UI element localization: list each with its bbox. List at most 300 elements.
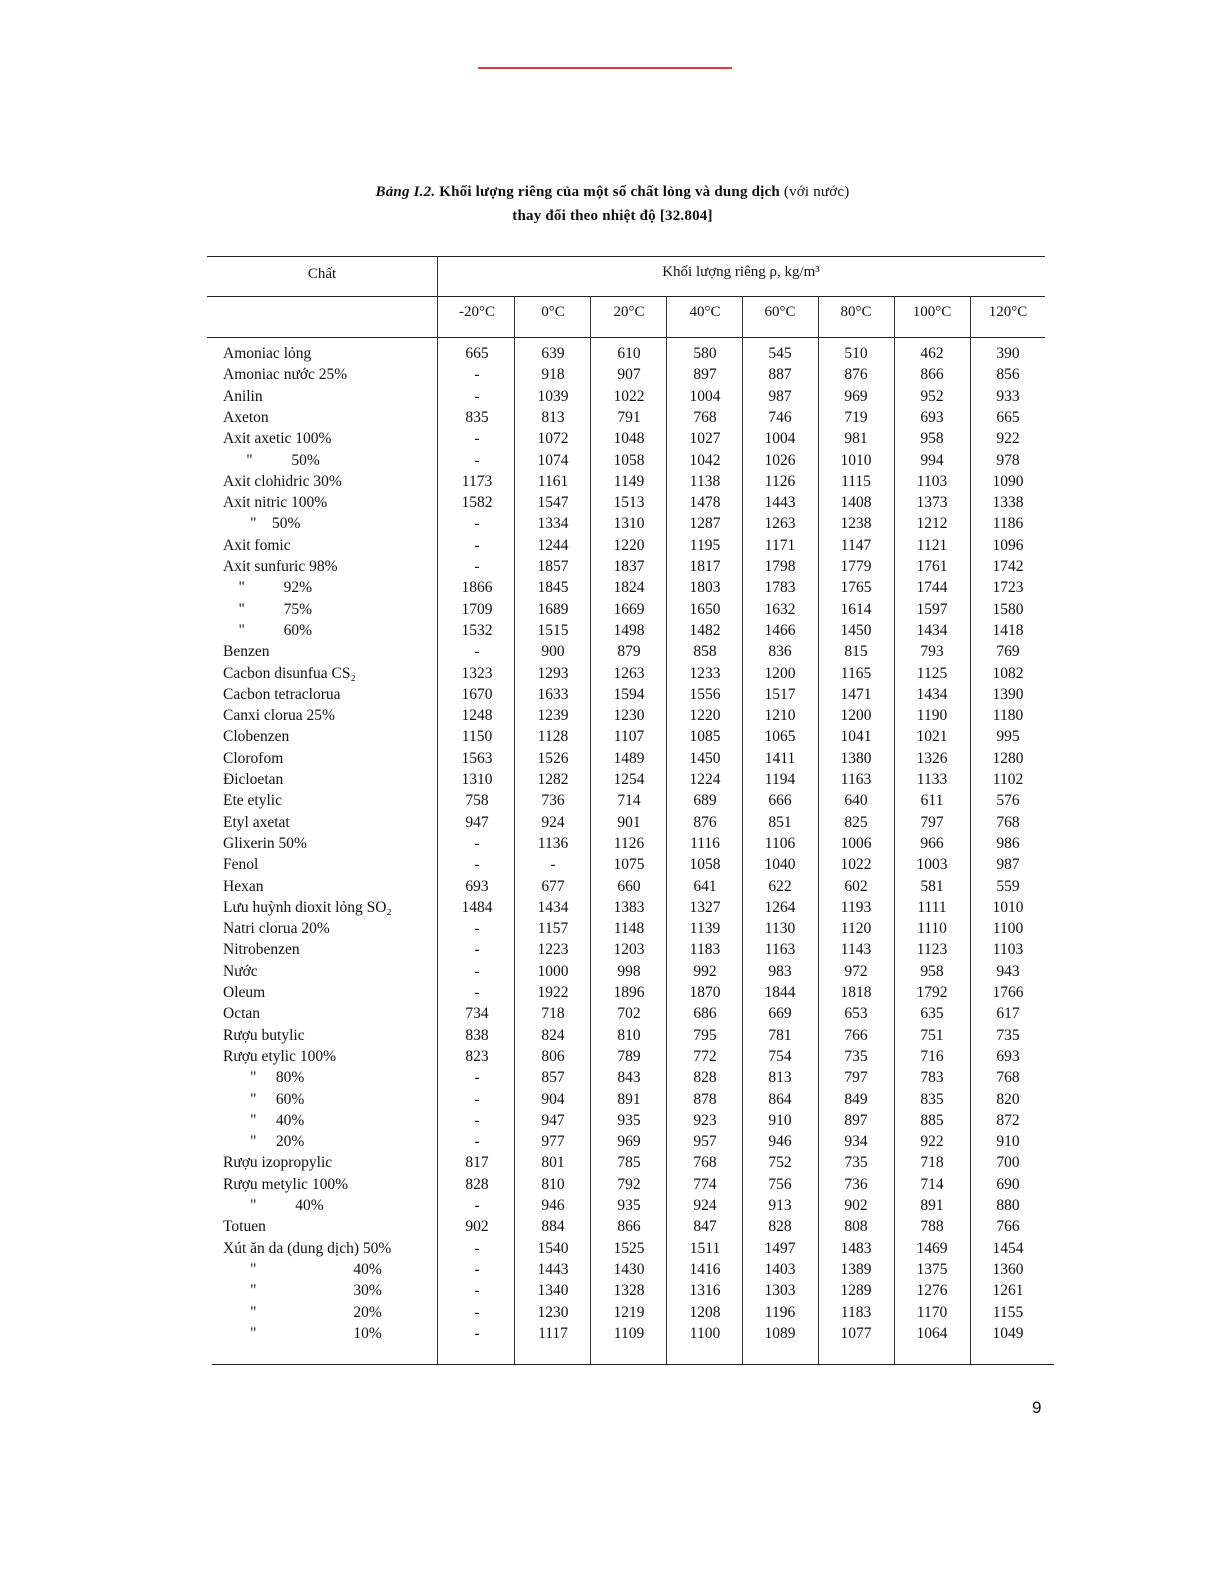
density-value: 825 (844, 813, 868, 831)
density-value: 1233 (689, 664, 721, 682)
substance-name: " 40% (223, 1260, 382, 1278)
density-value: 1173 (461, 472, 493, 490)
density-value: 1039 (537, 387, 569, 405)
substance-name: " 60% (223, 1090, 305, 1108)
table-title-line1: Khối lượng riêng của một số chất lỏng và dung dịch (439, 184, 780, 200)
density-value: 923 (693, 1111, 717, 1129)
density-value: 1632 (764, 600, 796, 618)
density-value: 1327 (689, 898, 721, 916)
density-value: 751 (920, 1026, 944, 1044)
density-value: 1193 (840, 898, 872, 916)
density-value: 1096 (992, 536, 1024, 554)
density-value: 718 (541, 1005, 565, 1023)
table-row (207, 1067, 1053, 1088)
density-value: 1121 (916, 536, 948, 554)
table-row (207, 833, 1053, 854)
density-value: 665 (996, 408, 1020, 426)
density-value: 847 (693, 1218, 717, 1236)
density-value: 1171 (764, 536, 796, 554)
density-value: 878 (693, 1090, 717, 1108)
density-value: 943 (996, 962, 1020, 980)
density-value: 735 (844, 1154, 868, 1172)
density-value: 1194 (764, 771, 796, 788)
table-title (0, 184, 1225, 201)
density-value: 1004 (764, 430, 796, 448)
density-value: 969 (844, 387, 868, 405)
density-value: 823 (465, 1047, 489, 1065)
density-value: 735 (996, 1026, 1020, 1044)
density-value: 1866 (461, 579, 493, 597)
density-value: 1120 (840, 920, 872, 938)
density-value: 1434 (916, 621, 948, 639)
density-value: 783 (920, 1069, 944, 1087)
density-value: 924 (693, 1197, 717, 1214)
density-value: 1723 (992, 579, 1024, 597)
density-value: 772 (693, 1047, 717, 1065)
density-value: 1845 (537, 579, 569, 597)
density-value: 1110 (917, 920, 947, 938)
table-row (207, 939, 1053, 960)
density-value: - (474, 1133, 480, 1151)
density-value: 1203 (613, 941, 645, 959)
density-value: 639 (541, 345, 565, 362)
density-value: - (474, 920, 480, 938)
density-value: 1261 (992, 1282, 1024, 1300)
density-value: 1238 (840, 515, 872, 533)
density-value: 904 (541, 1090, 565, 1108)
density-value: 1293 (537, 664, 569, 682)
density-value: 1466 (764, 621, 796, 639)
density-value: - (474, 1090, 480, 1108)
table-row (207, 705, 1053, 726)
density-value: 835 (920, 1090, 944, 1108)
substance-name: Oleum (223, 984, 266, 1001)
density-value: 876 (844, 366, 868, 384)
column-header: 0°C (541, 304, 565, 320)
density-value: 1126 (764, 472, 796, 490)
table-row (207, 599, 1053, 620)
density-value: 1594 (613, 685, 645, 703)
density-value: 1326 (916, 749, 948, 767)
substance-name: " 40% (223, 1111, 305, 1129)
density-value: 635 (920, 1005, 944, 1023)
density-value: 653 (844, 1005, 868, 1023)
substance-name: Ete etylic (223, 792, 282, 810)
table-row (207, 790, 1053, 811)
density-value: 856 (996, 366, 1020, 384)
substance-name: Anilin (223, 387, 263, 405)
density-value: 1334 (537, 515, 569, 533)
density-value: 1183 (689, 941, 721, 959)
density-value: 828 (465, 1175, 489, 1193)
density-value: 1049 (992, 1324, 1024, 1342)
table-row (207, 684, 1053, 705)
density-value: 793 (920, 643, 944, 661)
density-value: 1454 (992, 1239, 1024, 1257)
density-value: 1264 (764, 898, 796, 916)
density-value: 1443 (537, 1260, 569, 1278)
density-value: 858 (693, 643, 717, 661)
density-value: - (474, 1111, 480, 1129)
density-value: 390 (996, 345, 1020, 362)
density-value: 872 (996, 1111, 1020, 1129)
density-value: - (474, 430, 480, 448)
density-value: 1010 (992, 898, 1024, 916)
density-value: 1223 (537, 941, 569, 959)
density-value: 815 (844, 643, 868, 661)
density-value: 1765 (840, 579, 872, 597)
density-value: 1136 (537, 834, 569, 852)
density-value: 1597 (916, 600, 948, 618)
density-value: 924 (541, 813, 565, 831)
density-value: 1082 (992, 664, 1024, 682)
density-value: 1289 (840, 1282, 872, 1300)
density-value: 1200 (764, 664, 796, 682)
density-value: 1065 (764, 728, 796, 746)
table-row (207, 364, 1053, 385)
density-value: 1844 (764, 984, 796, 1001)
density-value: 934 (844, 1133, 868, 1151)
density-value: 1517 (764, 685, 796, 703)
substance-name: " 50% (223, 515, 301, 533)
substance-name: Đicloetan (223, 771, 284, 788)
density-value: 1102 (992, 771, 1024, 788)
density-value: - (474, 941, 480, 959)
table-row (207, 1025, 1053, 1046)
density-value: - (474, 536, 480, 554)
density-value: 1761 (916, 558, 948, 575)
density-value: 756 (768, 1175, 792, 1193)
density-value: 510 (844, 345, 868, 362)
density-value: 935 (617, 1111, 641, 1129)
density-value: 879 (617, 643, 641, 661)
density-value: 1004 (689, 387, 721, 405)
density-value: 768 (996, 1069, 1020, 1087)
substance-name: Totuen (223, 1218, 266, 1236)
density-value: 1107 (613, 728, 645, 746)
density-value: 1089 (764, 1324, 796, 1342)
density-value: 1669 (613, 600, 645, 618)
density-value: 1896 (613, 984, 645, 1001)
density-value: 922 (920, 1133, 944, 1151)
table-row (207, 1323, 1053, 1344)
density-value: - (550, 856, 556, 874)
density-value: 1287 (689, 515, 721, 533)
density-value: 910 (996, 1133, 1020, 1151)
density-value: 891 (617, 1090, 641, 1108)
density-value: 902 (844, 1197, 868, 1214)
density-value: 1532 (461, 621, 493, 639)
density-value: 1818 (840, 984, 872, 1001)
density-value: 1115 (841, 472, 871, 490)
table-row (207, 1238, 1053, 1259)
density-value: 1497 (764, 1239, 796, 1257)
density-value: 702 (617, 1005, 641, 1023)
density-value: 1614 (840, 600, 872, 618)
density-value: 1280 (992, 749, 1024, 767)
density-value: 1000 (537, 962, 569, 980)
substance-name: Rượu etylic 100% (223, 1047, 337, 1065)
density-value: 1411 (764, 749, 796, 767)
density-value: 880 (996, 1197, 1020, 1214)
density-value: 946 (768, 1133, 792, 1151)
table-row (207, 556, 1053, 577)
density-value: 689 (693, 792, 717, 810)
density-value: 1254 (613, 771, 645, 788)
substance-name: Fenol (223, 856, 259, 874)
density-value: 1239 (537, 707, 569, 725)
substance-name: Cacbon disunfua CS₂ (223, 664, 356, 682)
table-title-suffix: (với nước) (783, 184, 850, 200)
density-value: 836 (768, 643, 792, 661)
density-value: 1212 (916, 515, 948, 533)
density-value: 1042 (689, 451, 721, 469)
table-row (207, 961, 1053, 982)
density-value: 788 (920, 1218, 944, 1236)
density-value: 864 (768, 1090, 792, 1108)
density-value: 1824 (613, 579, 645, 597)
density-value: 1126 (613, 834, 645, 852)
density-value: 1482 (689, 621, 721, 639)
density-value: 810 (541, 1175, 565, 1193)
density-value: 1416 (689, 1260, 721, 1278)
table-label: Bảng I.2. (375, 184, 436, 200)
density-value: 1742 (992, 558, 1024, 575)
density-value: 913 (768, 1197, 792, 1214)
density-value: 1157 (537, 920, 569, 938)
density-value: 1190 (916, 707, 948, 725)
density-value: 1766 (992, 984, 1024, 1001)
density-value: 641 (693, 877, 717, 895)
density-value: 1263 (764, 515, 796, 533)
column-header: -20°C (459, 304, 495, 320)
density-value: 1075 (613, 856, 645, 874)
density-value: 901 (617, 813, 641, 831)
substance-name: Amoniac nước 25% (223, 366, 348, 384)
density-value: 792 (617, 1175, 641, 1193)
substance-name: Axit nitric 100% (223, 494, 328, 512)
substance-name: " 80% (223, 1069, 305, 1087)
density-value: 876 (693, 813, 717, 831)
density-value: - (474, 962, 480, 980)
density-value: 1116 (690, 834, 720, 852)
density-value: 1170 (916, 1303, 948, 1321)
density-value: 1224 (689, 771, 721, 788)
column-header: 40°C (689, 304, 721, 320)
density-value: 781 (768, 1026, 792, 1044)
table-row (207, 918, 1053, 939)
table-subtitle: thay đổi theo nhiệt độ [32.804] (512, 208, 713, 224)
density-value: 559 (996, 877, 1020, 895)
density-value: - (474, 834, 480, 852)
substance-name: Octan (223, 1005, 261, 1023)
density-value: 1149 (613, 472, 645, 490)
table-row (207, 1003, 1053, 1024)
table-row (207, 876, 1053, 897)
density-value: 1870 (689, 984, 721, 1001)
density-value: 677 (541, 877, 565, 895)
density-value: 1208 (689, 1303, 721, 1321)
density-value: 580 (693, 345, 717, 362)
table-row (207, 812, 1053, 833)
density-value: 824 (541, 1026, 565, 1044)
density-value: 918 (541, 366, 565, 384)
density-value: 987 (996, 856, 1020, 874)
substance-name: Axeton (223, 408, 269, 426)
density-value: 1128 (537, 728, 569, 746)
density-value: 1383 (613, 898, 645, 916)
density-value: 1230 (537, 1303, 569, 1321)
density-value: 1130 (764, 920, 796, 938)
density-value: 1484 (461, 898, 493, 916)
density-value: 758 (465, 792, 489, 810)
substance-name: " 50% (223, 451, 320, 469)
table-row (207, 982, 1053, 1003)
density-value: 611 (920, 792, 944, 810)
density-value: 768 (996, 813, 1020, 831)
density-value: 1434 (916, 685, 948, 703)
density-value: 1074 (537, 451, 569, 469)
density-value: 1511 (689, 1239, 721, 1257)
density-value: 736 (844, 1175, 868, 1193)
density-value: 1403 (764, 1260, 796, 1278)
density-value: 958 (920, 430, 944, 448)
density-value: 754 (768, 1047, 792, 1065)
density-value: 610 (617, 345, 641, 362)
density-value: 1310 (461, 771, 493, 788)
density-value: 1434 (537, 898, 569, 916)
density-value: 966 (920, 834, 944, 852)
density-value: 719 (844, 408, 868, 426)
density-value: 785 (617, 1154, 641, 1172)
density-value: 693 (465, 877, 489, 895)
density-value: 969 (617, 1133, 641, 1151)
density-value: 1058 (613, 451, 645, 469)
density-value: 810 (617, 1026, 641, 1044)
density-value: 1650 (689, 600, 721, 618)
density-value: 1048 (613, 430, 645, 448)
density-value: 797 (844, 1069, 868, 1087)
table-row (207, 1046, 1053, 1067)
density-value: 602 (844, 877, 868, 895)
substance-name: " 10% (223, 1324, 382, 1342)
substance-name: Rượu butylic (223, 1026, 305, 1044)
header-substance: Chất (307, 266, 337, 282)
table-row (207, 407, 1053, 428)
density-value: 1340 (537, 1282, 569, 1300)
density-value: 1798 (764, 558, 796, 575)
substance-name: Hexan (223, 877, 264, 895)
density-value: 1085 (689, 728, 721, 746)
table-row (207, 854, 1053, 875)
density-value: 1783 (764, 579, 796, 597)
density-value: 900 (541, 643, 565, 661)
density-value: 1408 (840, 494, 872, 512)
density-value: 640 (844, 792, 868, 810)
table-row (207, 620, 1053, 641)
density-value: 1022 (613, 387, 645, 405)
density-value: 1556 (689, 685, 721, 703)
table-row (207, 450, 1053, 471)
density-value: 734 (465, 1005, 489, 1023)
substance-name: " 92% (223, 579, 312, 597)
column-header: 60°C (764, 304, 796, 320)
density-value: 714 (617, 792, 641, 810)
density-value: 994 (920, 451, 944, 469)
density-value: 716 (920, 1047, 944, 1065)
density-value: 1150 (461, 728, 493, 746)
density-value: 581 (920, 877, 944, 895)
substance-name: Clobenzen (223, 728, 290, 746)
density-value: 952 (920, 387, 944, 405)
density-value: 1072 (537, 430, 569, 448)
density-value: 545 (768, 345, 792, 362)
density-value: 768 (693, 408, 717, 426)
density-value: 1310 (613, 515, 645, 533)
density-value: 1450 (689, 749, 721, 767)
table-top-rule (207, 256, 1045, 257)
density-value: - (474, 366, 480, 384)
density-value: 795 (693, 1026, 717, 1044)
density-value: 1195 (689, 536, 721, 554)
density-value: 981 (844, 430, 868, 448)
density-value: 1064 (916, 1324, 948, 1342)
density-value: 1779 (840, 558, 872, 575)
density-value: 686 (693, 1005, 717, 1023)
density-value: 992 (693, 962, 717, 980)
density-value: 1563 (461, 749, 493, 767)
density-value: 1103 (992, 941, 1024, 959)
density-value: 1148 (613, 920, 645, 938)
density-value: 1103 (916, 472, 948, 490)
density-value: 690 (996, 1175, 1020, 1193)
substance-name: " 20% (223, 1133, 305, 1151)
density-value: 1003 (916, 856, 948, 874)
density-value: 669 (768, 1005, 792, 1023)
density-value: - (474, 1069, 480, 1087)
density-value: 718 (920, 1154, 944, 1172)
density-value: 1857 (537, 558, 569, 575)
density-value: - (474, 1282, 480, 1300)
density-value: 1471 (840, 685, 872, 703)
substance-name: Rượu izopropylic (223, 1154, 333, 1172)
substance-name: Xút ăn da (dung dịch) 50% (223, 1239, 392, 1257)
density-value: 820 (996, 1090, 1020, 1108)
density-value: 1021 (916, 728, 948, 746)
density-value: 1123 (916, 941, 948, 959)
density-value: - (474, 643, 480, 661)
density-value: 700 (996, 1154, 1020, 1172)
density-value: 1633 (537, 685, 569, 703)
density-value: 1200 (840, 707, 872, 725)
density-value: 1022 (840, 856, 872, 874)
header-bottom-rule (207, 337, 1045, 338)
density-value: 1106 (764, 834, 796, 852)
density-value: 1744 (916, 579, 948, 597)
density-value: 1489 (613, 749, 645, 767)
density-value: 1100 (992, 920, 1024, 938)
density-value: 1303 (764, 1282, 796, 1300)
density-value: 995 (996, 728, 1020, 746)
table-row (207, 1152, 1053, 1173)
substance-name: " 75% (223, 600, 312, 618)
density-value: 1125 (916, 664, 948, 682)
substance-name: Canxi clorua 25% (223, 707, 335, 725)
table-row (207, 577, 1053, 598)
density-value: 1338 (992, 494, 1024, 512)
density-value: 1540 (537, 1239, 569, 1257)
table-row (207, 535, 1053, 556)
